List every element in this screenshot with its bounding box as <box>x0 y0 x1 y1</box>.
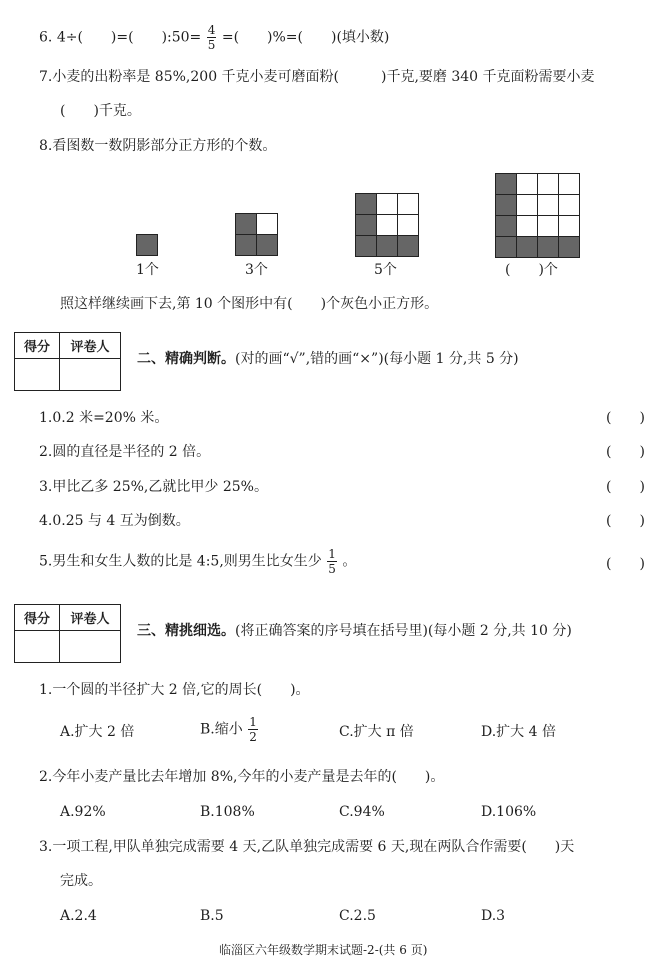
gray-square <box>356 215 376 235</box>
figure-label-4: ( )个 <box>505 262 558 278</box>
section2-title: 二、精确判断。 <box>137 351 235 367</box>
gray-square <box>496 195 516 215</box>
page-footer: 临淄区六年级数学期末试题-2-(共 6 页) <box>219 943 428 957</box>
judge-item-3: 3.甲比乙多 25%,乙就比甲少 25%。 <box>39 479 268 495</box>
gray-square <box>257 235 277 255</box>
white-square <box>559 216 579 236</box>
choice-q1-stem: 1.一个圆的半径扩大 2 倍,它的周长( )。 <box>39 682 310 698</box>
figure-3 <box>355 193 419 257</box>
gray-square <box>398 236 418 256</box>
gray-square <box>517 237 537 257</box>
grader-cell[interactable] <box>60 631 120 662</box>
q6-frac-num: 4 <box>207 23 216 37</box>
white-square <box>538 216 558 236</box>
figure-label-3: 5个 <box>374 262 397 278</box>
q6-number: 6. <box>39 29 53 46</box>
judge-item-5-fraction <box>327 548 337 575</box>
white-square <box>559 195 579 215</box>
choice-q2-option-c[interactable]: C.94% <box>339 804 385 820</box>
section3-title: 三、精挑细选。 <box>137 623 235 639</box>
figure-1 <box>136 234 158 256</box>
q6-fraction <box>207 24 217 51</box>
frac-den: 2 <box>249 730 257 744</box>
choice-q3-option-d[interactable]: D.3 <box>481 908 506 924</box>
gray-square <box>538 237 558 257</box>
figure-4 <box>495 173 580 258</box>
white-square <box>377 194 397 214</box>
white-square <box>517 174 537 194</box>
figure-label-1: 1个 <box>136 262 159 278</box>
section3-header <box>137 624 572 638</box>
gray-square <box>496 174 516 194</box>
white-square <box>517 216 537 236</box>
choice-q2-option-b[interactable]: B.108% <box>200 804 255 820</box>
judge-answer-3[interactable]: ( ) <box>606 479 645 495</box>
judge-answer-2[interactable]: ( ) <box>606 444 645 460</box>
white-square <box>538 195 558 215</box>
judge-item-4: 4.0.25 与 4 互为倒数。 <box>39 513 190 529</box>
gray-square <box>496 237 516 257</box>
q7-line2: ( )千克。 <box>60 103 141 119</box>
option-b-text: B.缩小 <box>200 721 243 738</box>
choice-q3-option-a[interactable]: A.2.4 <box>60 908 97 924</box>
q6-part1: 4÷( )=( ):50= <box>56 29 202 46</box>
judge-answer-5[interactable]: ( ) <box>606 556 645 572</box>
judge-item-5-text: 5.男生和女生人数的比是 4:5,则男生比女生少 <box>39 553 322 570</box>
judge-item-5 <box>39 548 356 575</box>
q8-prompt: 8.看图数一数阴影部分正方形的个数。 <box>39 138 277 154</box>
score-box-section2 <box>14 332 121 391</box>
gray-square <box>496 216 516 236</box>
white-square <box>398 194 418 214</box>
white-square <box>257 214 277 234</box>
q6-part2: =( )%=( )(填小数) <box>221 29 390 46</box>
gray-square <box>137 235 157 255</box>
option-b-fraction <box>248 716 258 743</box>
score-cell[interactable] <box>15 631 60 662</box>
judge-answer-4[interactable]: ( ) <box>606 513 645 529</box>
gray-square <box>559 237 579 257</box>
white-square <box>517 195 537 215</box>
white-square <box>538 174 558 194</box>
q8-tail: 照这样继续画下去,第 10 个图形中有( )个灰色小正方形。 <box>60 296 439 312</box>
gray-square <box>236 214 256 234</box>
judge-answer-1[interactable]: ( ) <box>606 410 645 426</box>
white-square <box>398 215 418 235</box>
choice-q1-option-a[interactable]: A.扩大 2 倍 <box>60 724 135 740</box>
figure-2 <box>235 213 278 256</box>
gray-square <box>236 235 256 255</box>
section3-instruction: (将正确答案的序号填在括号里)(每小题 2 分,共 10 分) <box>235 623 572 639</box>
section2-header <box>137 352 519 366</box>
grader-label: 评卷人 <box>60 333 120 359</box>
frac-den: 5 <box>328 562 336 576</box>
choice-q1-option-c[interactable]: C.扩大 π 倍 <box>339 724 414 740</box>
score-cell[interactable] <box>15 359 60 390</box>
score-box-section3 <box>14 604 121 663</box>
score-label: 得分 <box>15 333 60 359</box>
grader-label: 评卷人 <box>60 605 120 631</box>
choice-q2-option-d[interactable]: D.106% <box>481 804 537 820</box>
gray-square <box>356 236 376 256</box>
gray-square <box>377 236 397 256</box>
choice-q3-stem-line2: 完成。 <box>60 873 102 889</box>
white-square <box>559 174 579 194</box>
choice-q2-option-a[interactable]: A.92% <box>60 804 106 820</box>
judge-item-1: 1.0.2 米=20% 米。 <box>39 410 169 426</box>
choice-q2-stem: 2.今年小麦产量比去年增加 8%,今年的小麦产量是去年的( )。 <box>39 769 445 785</box>
q6 <box>39 24 389 51</box>
choice-q3-option-b[interactable]: B.5 <box>200 908 224 924</box>
choice-q1-option-d[interactable]: D.扩大 4 倍 <box>481 724 556 740</box>
judge-item-5-end: 。 <box>342 553 357 570</box>
grader-cell[interactable] <box>60 359 120 390</box>
score-label: 得分 <box>15 605 60 631</box>
frac-num: 1 <box>249 715 257 729</box>
section2-instruction: (对的画“√”,错的画“×”)(每小题 1 分,共 5 分) <box>235 351 519 367</box>
judge-item-2: 2.圆的直径是半径的 2 倍。 <box>39 444 211 460</box>
choice-q3-stem-line1: 3.一项工程,甲队单独完成需要 4 天,乙队单独完成需要 6 天,现在两队合作需要( )天 <box>39 839 575 855</box>
figure-label-2: 3个 <box>245 262 268 278</box>
choice-q1-option-b[interactable] <box>200 716 259 743</box>
q6-frac-den: 5 <box>207 38 216 52</box>
frac-num: 1 <box>328 547 336 561</box>
white-square <box>377 215 397 235</box>
q7-line1: 7.小麦的出粉率是 85%,200 千克小麦可磨面粉( )千克,要磨 340 千克面粉需要小麦 <box>39 69 595 85</box>
choice-q3-option-c[interactable]: C.2.5 <box>339 908 376 924</box>
gray-square <box>356 194 376 214</box>
